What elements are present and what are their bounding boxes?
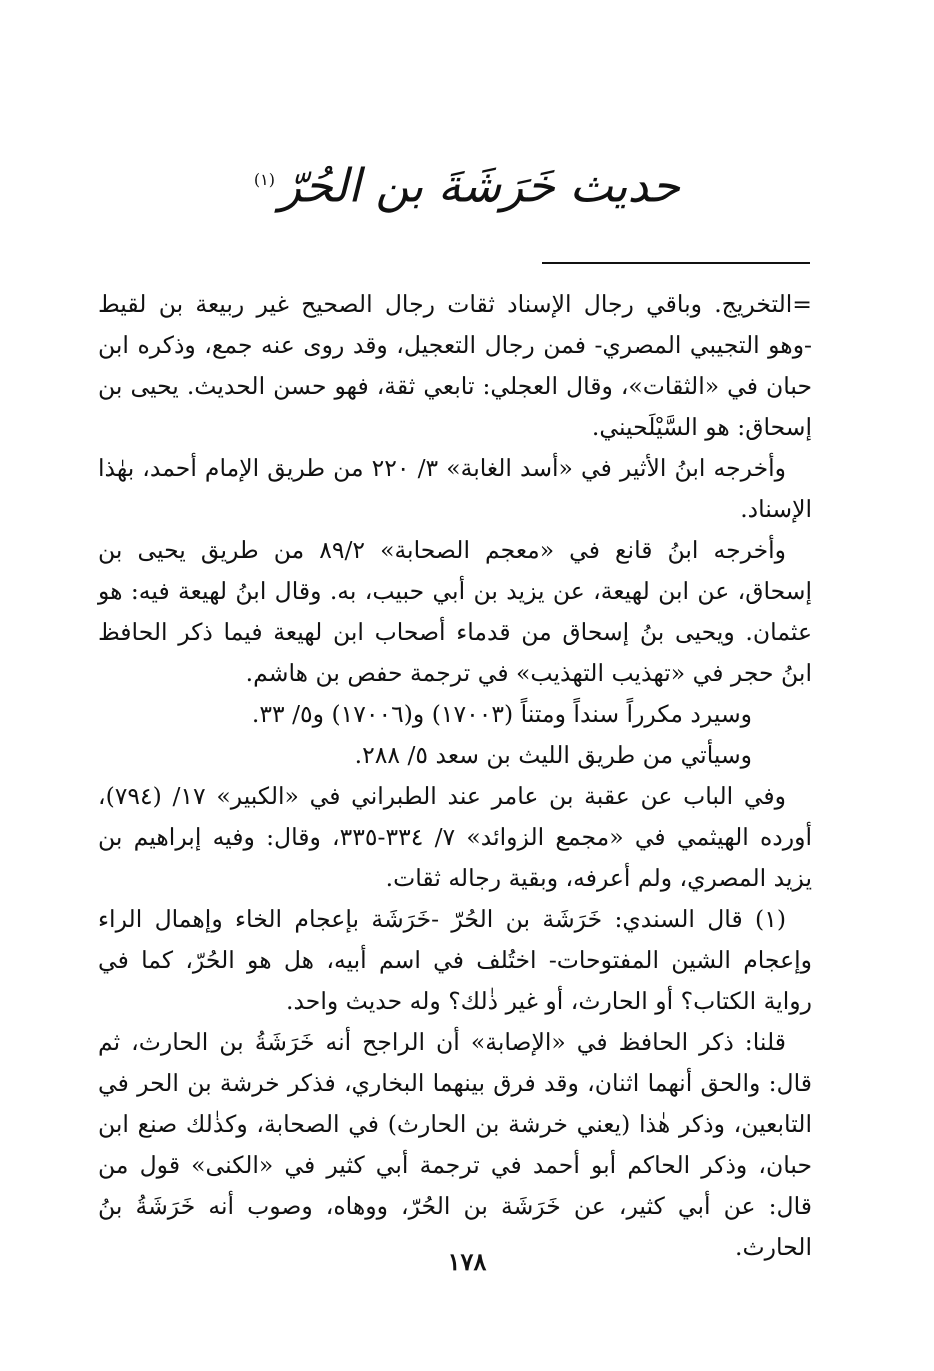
chapter-title <box>250 140 684 220</box>
page-number: ١٧٨ <box>447 1247 487 1276</box>
chapter-title-text: حديث خَرَشَةَ بن الحُرّ <box>278 158 681 213</box>
footnote-paragraph: وأخرجه ابنُ قانع في «معجم الصحابة» ٨٩/٢ من طريق يحيى بن إسحاق، عن ابن لهيعة، عن يزيد بن أبي حبيب، به. وقال ابنُ لهيعة فيه: هو عثمان. ويحيى بنُ إسحاق من قدماء أصحاب ابن لهيعة فيما ذكر الحافظ ابنُ حجر في «تهذيب التهذيب» في ترجمة حفص بن هاشم. <box>98 536 812 687</box>
footnote-paragraph: وفي الباب عن عقبة بن عامر عند الطبراني في «الكبير» ١٧/ (٧٩٤)، أورده الهيثمي في «مجمع الزوائد» ٧/ ٣٣٤-٣٣٥، وقال: وفيه إبراهيم بن يزيد المصري، ولم أعرفه، وبقية رجاله ثقات. <box>98 782 812 892</box>
footnote-paragraph: قلنا: ذكر الحافظ في «الإصابة» أن الراجح أنه خَرَشَةُ بن الحارث، ثم قال: والحق أنهما اثنان، وقد فرق بينهما البخاري، فذكر خرشة بن الحر في التابعين، وذكر هٰذا (يعني خرشة بن الحارث) في الصحابة، وكذٰلك صنع ابن حبان، وذكر الحاكم أبو أحمد في ترجمة أبي كثير في «الكنى» قول من قال: عن أبي كثير، عن خَرَشَة بن الحُرّ، ووهاه، وصوب أنه خَرَشَةُ بنُ الحارث. <box>98 1028 812 1261</box>
footnote-paragraph: وأخرجه ابنُ الأثير في «أسد الغابة» ٣/ ٢٢٠ من طريق الإمام أحمد، بهٰذا الإسناد. <box>98 454 812 523</box>
footnote-paragraph: وسيرد مكرراً سنداً ومتناً (١٧٠٠٣) و(١٧٠٠٦) و٥/ ٣٣. <box>251 700 752 728</box>
footnote-paragraph: (١) قال السندي: خَرَشَة بن الحُرّ -خَرَشَة بإعجام الخاء وإهمال الراء وإعجام الشين المفتوحات- اختُلف في اسم أبيه، هل هو الحُرّ، كما في رواية الكتاب؟ أو الحارث، أو غير ذٰلك؟ وله حديث واحد. <box>98 905 812 1015</box>
footnote-paragraph: =التخريج. وباقي رجال الإسناد ثقات رجال الصحيح غير ربيعة بن لقيط -وهو التجيبي المصري- فمن رجال التعجيل، وقد روى عنه جمع، وذكره ابن حبان في «الثقات»، وقال العجلي: تابعي ثقة، فهو حسن الحديث. يحيى بن إسحاق: هو السَّيْلَحيني. <box>98 290 812 441</box>
footnotes-body <box>98 284 812 1268</box>
footnote-separator <box>542 262 810 264</box>
footnote-paragraph: وسيأتي من طريق الليث بن سعد ٥/ ٢٨٨. <box>354 741 752 769</box>
title-footnote-mark: (١) <box>253 170 275 189</box>
